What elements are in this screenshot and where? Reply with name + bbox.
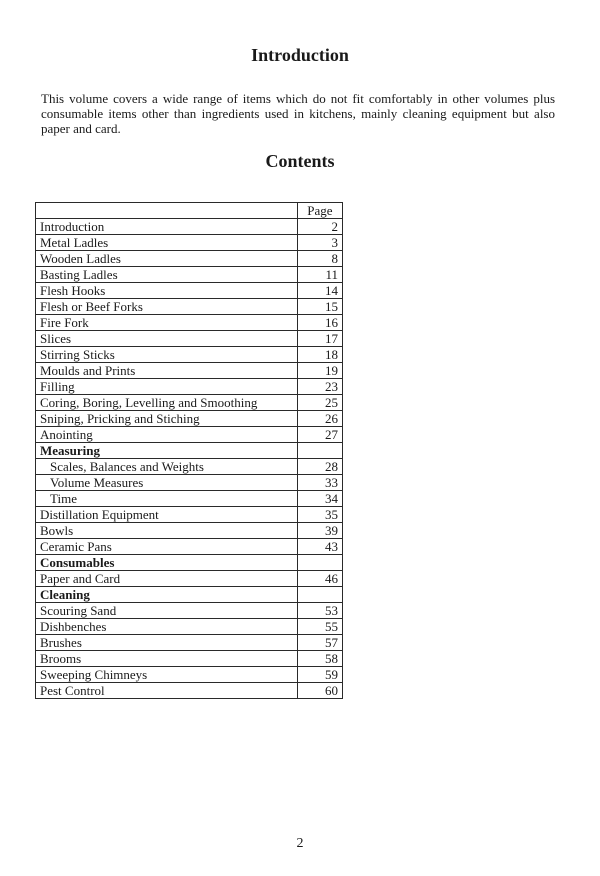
contents-row (36, 491, 343, 507)
contents-section-row (36, 443, 343, 459)
contents-entry-title: Brushes (36, 635, 298, 651)
page-number: 2 (296, 836, 304, 851)
contents-entry-page: 28 (297, 459, 342, 475)
contents-row (36, 683, 343, 699)
contents-entry-page: 27 (297, 427, 342, 443)
contents-entry-title: Moulds and Prints (36, 363, 298, 379)
contents-entry-title: Paper and Card (36, 571, 298, 587)
contents-entry-page: 46 (297, 571, 342, 587)
contents-entry-title: Distillation Equipment (36, 507, 298, 523)
contents-row (36, 571, 343, 587)
contents-entry-title: Stirring Sticks (36, 347, 298, 363)
contents-entry-title: Consumables (36, 555, 298, 571)
contents-entry-page: 19 (297, 363, 342, 379)
contents-section-row (36, 555, 343, 571)
contents-entry-title: Ceramic Pans (36, 539, 298, 555)
contents-row (36, 315, 343, 331)
contents-row (36, 523, 343, 539)
contents-row (36, 235, 343, 251)
contents-entry-title: Bowls (36, 523, 298, 539)
contents-entry-page: 17 (297, 331, 342, 347)
contents-entry-page: 14 (297, 283, 342, 299)
contents-row (36, 219, 343, 235)
contents-row (36, 603, 343, 619)
contents-entry-title: Flesh or Beef Forks (36, 299, 298, 315)
contents-heading: Contents (265, 151, 335, 171)
contents-row (36, 267, 343, 283)
contents-entry-page: 57 (297, 635, 342, 651)
contents-entry-page: 34 (297, 491, 342, 507)
contents-entry-title: Scouring Sand (36, 603, 298, 619)
contents-row (36, 251, 343, 267)
contents-entry-page: 55 (297, 619, 342, 635)
contents-entry-page: 25 (297, 395, 342, 411)
contents-header-page-cell: Page (297, 203, 342, 219)
contents-entry-title: Fire Fork (36, 315, 298, 331)
contents-entry-title: Coring, Boring, Levelling and Smoothing (36, 395, 298, 411)
contents-entry-page: 16 (297, 315, 342, 331)
contents-entry-page: 60 (297, 683, 342, 699)
contents-row (36, 651, 343, 667)
contents-entry-page: 23 (297, 379, 342, 395)
contents-entry-page: 39 (297, 523, 342, 539)
contents-row (36, 635, 343, 651)
contents-entry-page: 26 (297, 411, 342, 427)
contents-table (35, 202, 343, 699)
contents-row (36, 363, 343, 379)
contents-entry-page (297, 587, 342, 603)
contents-entry-title: Brooms (36, 651, 298, 667)
contents-row (36, 619, 343, 635)
contents-row (36, 379, 343, 395)
contents-entry-title: Filling (36, 379, 298, 395)
contents-entry-page: 35 (297, 507, 342, 523)
contents-row (36, 411, 343, 427)
contents-entry-title: Cleaning (36, 587, 298, 603)
contents-entry-title: Sniping, Pricking and Stiching (36, 411, 298, 427)
contents-row (36, 283, 343, 299)
contents-header-row (36, 203, 343, 219)
contents-entry-page: 2 (297, 219, 342, 235)
contents-entry-page: 8 (297, 251, 342, 267)
contents-entry-title: Volume Measures (36, 475, 298, 491)
contents-row (36, 299, 343, 315)
contents-entry-title: Flesh Hooks (36, 283, 298, 299)
contents-row (36, 539, 343, 555)
contents-entry-title: Basting Ladles (36, 267, 298, 283)
contents-row (36, 507, 343, 523)
contents-entry-page: 15 (297, 299, 342, 315)
contents-row (36, 667, 343, 683)
contents-entry-page: 43 (297, 539, 342, 555)
contents-entry-page (297, 443, 342, 459)
contents-header-title-cell (36, 203, 298, 219)
contents-table-body (36, 219, 343, 699)
contents-entry-page: 3 (297, 235, 342, 251)
contents-entry-title: Sweeping Chimneys (36, 667, 298, 683)
contents-row (36, 331, 343, 347)
contents-entry-title: Measuring (36, 443, 298, 459)
contents-entry-page: 18 (297, 347, 342, 363)
contents-row (36, 395, 343, 411)
contents-entry-title: Slices (36, 331, 298, 347)
contents-entry-title: Scales, Balances and Weights (36, 459, 298, 475)
contents-entry-title: Time (36, 491, 298, 507)
contents-entry-title: Introduction (36, 219, 298, 235)
contents-entry-page: 59 (297, 667, 342, 683)
contents-row (36, 459, 343, 475)
contents-entry-page: 33 (297, 475, 342, 491)
contents-entry-page: 11 (297, 267, 342, 283)
contents-row (36, 347, 343, 363)
contents-entry-title: Pest Control (36, 683, 298, 699)
contents-entry-title: Wooden Ladles (36, 251, 298, 267)
introduction-paragraph: This volume covers a wide range of items which do not fit comfortably in other volumes plus consumable items other than ingredients used in kitchens, mainly cleaning equipment but also paper and card. (41, 91, 555, 136)
introduction-heading: Introduction (251, 45, 349, 65)
contents-entry-page (297, 555, 342, 571)
contents-entry-title: Anointing (36, 427, 298, 443)
contents-row (36, 427, 343, 443)
contents-entry-title: Metal Ladles (36, 235, 298, 251)
contents-entry-title: Dishbenches (36, 619, 298, 635)
contents-row (36, 475, 343, 491)
contents-entry-page: 58 (297, 651, 342, 667)
contents-section-row (36, 587, 343, 603)
contents-entry-page: 53 (297, 603, 342, 619)
